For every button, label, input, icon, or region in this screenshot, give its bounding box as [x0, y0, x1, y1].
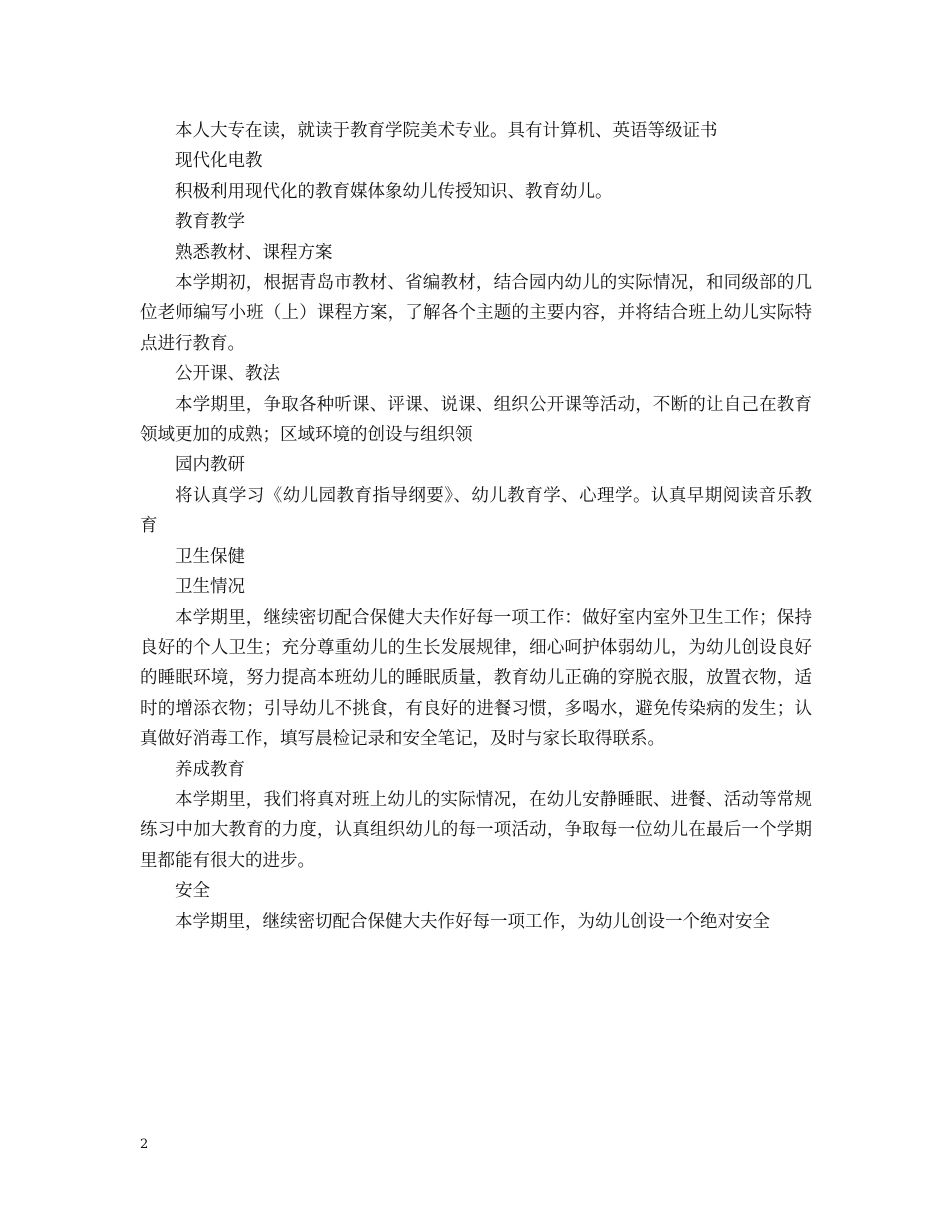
paragraph-curriculum-plan: 本学期初，根据青岛市教材、省编教材，结合园内幼儿的实际情况，和同级部的几位老师编写小班（上）课程方案，了解各个主题的主要内容，并将结合班上幼儿实际特点进行教育。 — [140, 273, 812, 354]
heading-health-care: 卫生保健 — [175, 546, 245, 567]
paragraph-habits: 本学期里，我们将真对班上幼儿的实际情况，在幼儿安静睡眠、进餐、活动等常规练习中加大教育的力度，认真组织幼儿的每一项活动，争取每一位幼儿在最后一个学期里都能有很大的进步。 — [140, 789, 812, 871]
paragraph-hygiene: 本学期里，继续密切配合保健大夫作好每一项工作：做好室内室外卫生工作；保持良好的个人卫生；充分尊重幼儿的生长发展规律，细心呵护体弱幼儿，为幼儿创设良好的睡眠环境，努力提高本班幼儿的睡眠质量，教育幼儿正确的穿脱衣服，放置衣物，适时的增添衣物；引导幼儿不挑食，有良好的进餐习惯，多喝水，避免传染病的发生；认真做好消毒工作，填写晨检记录和安全笔记，及时与家长取得联系。 — [140, 607, 812, 750]
paragraph-education-background: 本人大专在读，就读于教育学院美术专业。具有计算机、英语等级证书 — [175, 121, 718, 141]
heading-education-teaching: 教育教学 — [175, 212, 245, 233]
heading-in-school-research: 园内教研 — [175, 455, 245, 476]
document-body — [140, 116, 812, 937]
heading-habit-formation: 养成教育 — [175, 759, 245, 780]
heading-safety: 安全 — [175, 881, 210, 902]
heading-hygiene-status: 卫生情况 — [175, 577, 245, 598]
heading-modern-av-education: 现代化电教 — [175, 151, 263, 172]
paragraph-safety: 本学期里，继续密切配合保健大夫作好每一项工作，为幼儿创设一个绝对安全 — [175, 911, 770, 932]
page-number: 2 — [140, 1137, 149, 1152]
paragraph-media-use: 积极利用现代化的教育媒体象幼儿传授知识、教育幼儿。 — [175, 181, 613, 202]
heading-textbook-curriculum: 熟悉教材、课程方案 — [175, 242, 333, 263]
heading-open-class-methods: 公开课、教法 — [175, 364, 280, 385]
paragraph-research: 将认真学习《幼儿园教育指导纲要》、幼儿教育学、心理学。认真早期阅读音乐教育 — [140, 485, 812, 537]
paragraph-open-class: 本学期里，争取各种听课、评课、说课、组织公开课等活动，不断的让自己在教育领域更加的成熟；区域环境的创设与组织领 — [140, 394, 812, 446]
